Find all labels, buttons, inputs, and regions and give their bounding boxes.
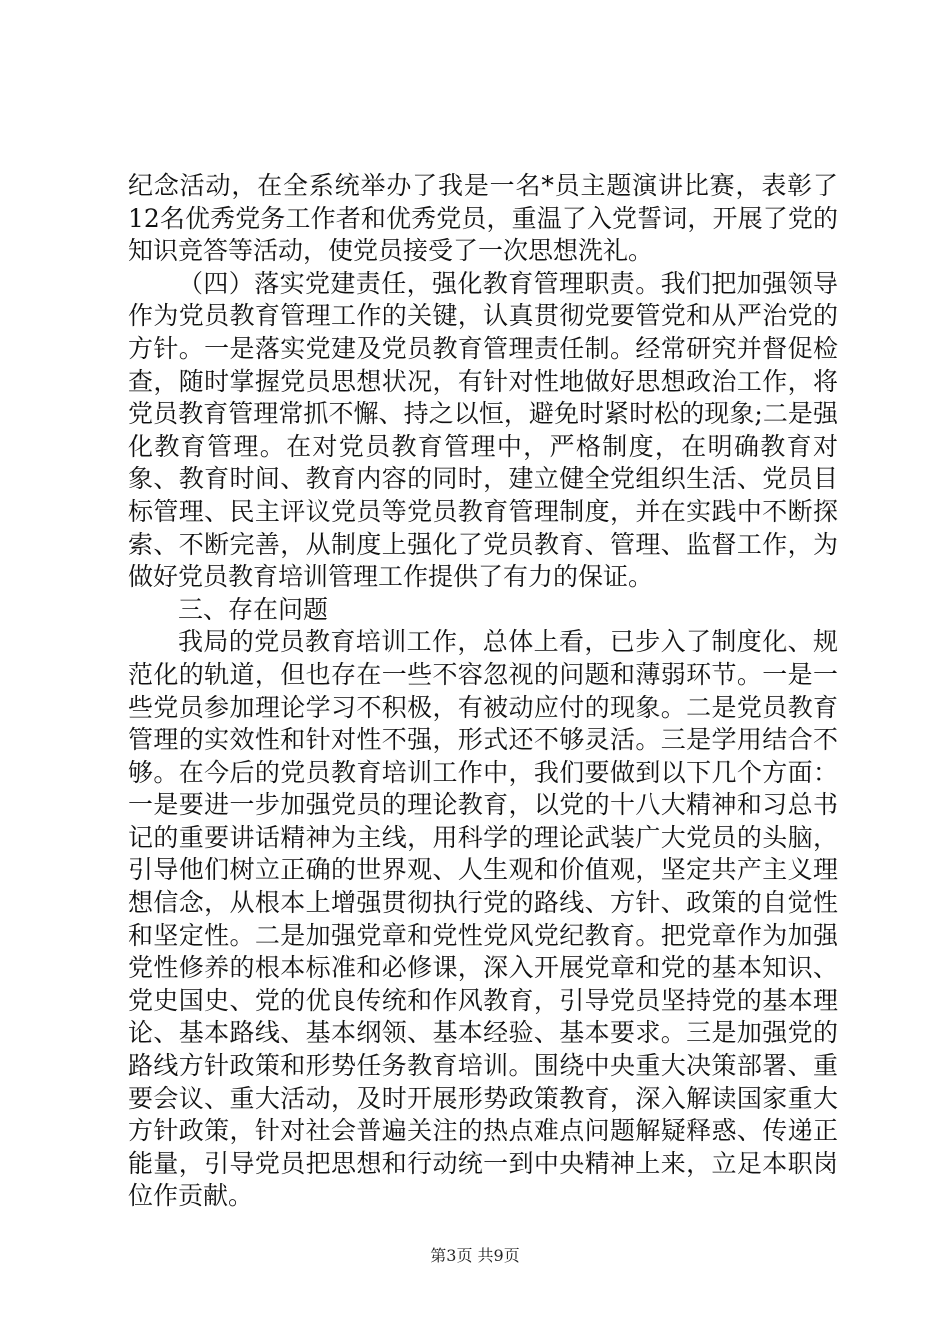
document-body	[128, 170, 838, 1213]
paragraph-continuation: 纪念活动，在全系统举办了我是一名*员主题演讲比赛，表彰了12名优秀党务工作者和优秀党员，重温了入党誓词，开展了党的知识竞答等活动，使党员接受了一次思想洗礼。	[128, 171, 838, 266]
page-number-footer: 第3页 共9页	[430, 1246, 520, 1265]
paragraph-problems: 我局的党员教育培训工作，总体上看，已步入了制度化、规范化的轨道，但也存在一些不容忽视的问题和薄弱环节。一是一些党员参加理论学习不积极，有被动应付的现象。二是党员教育管理的实效性和针对性不强，形式还不够灵活。三是学用结合不够。在今后的党员教育培训工作中，我们要做到以下几个方面：一是要进一步加强党员的理论教育，以党的十八大精神和习总书记的重要讲话精神为主线，用科学的理论武装广大党员的头脑，引导他们树立正确的世界观、人生观和价值观，坚定共产主义理想信念，从根本上增强贯彻执行党的路线、方针、政策的自觉性和坚定性。二是加强党章和党性党风党纪教育。把党章作为加强党性修养的根本标准和必修课，深入开展党章和党的基本知识、党史国史、党的优良传统和作风教育，引导党员坚持党的基本理论、基本路线、基本纲领、基本经验、基本要求。三是加强党的路线方针政策和形势任务教育培训。围绕中央重大决策部署、重要会议、重大活动，及时开展形势政策教育，深入解读国家重大方针政策，针对社会普遍关注的热点难点问题解疑释惑、传递正能量，引导党员把思想和行动统一到中央精神上来，立足本职岗位作贡献。	[128, 627, 838, 1211]
section-heading-problems: 三、存在问题	[178, 594, 329, 624]
paragraph-section-four: （四）落实党建责任，强化教育管理职责。我们把加强领导作为党员教育管理工作的关键，认真贯彻党要管党和从严治党的方针。一是落实党建及党员教育管理责任制。经常研究并督促检查，随时掌握党员思想状况，有针对性地做好思想政治工作，将党员教育管理常抓不懈、持之以恒，避免时紧时松的现象;二是强化教育管理。在对党员教育管理中，严格制度，在明确教育对象、教育时间、教育内容的同时，建立健全党组织生活、党员目标管理、民主评议党员等党员教育管理制度，并在实践中不断探索、不断完善，从制度上强化了党员教育、管理、监督工作，为做好党员教育培训管理工作提供了有力的保证。	[128, 268, 838, 592]
